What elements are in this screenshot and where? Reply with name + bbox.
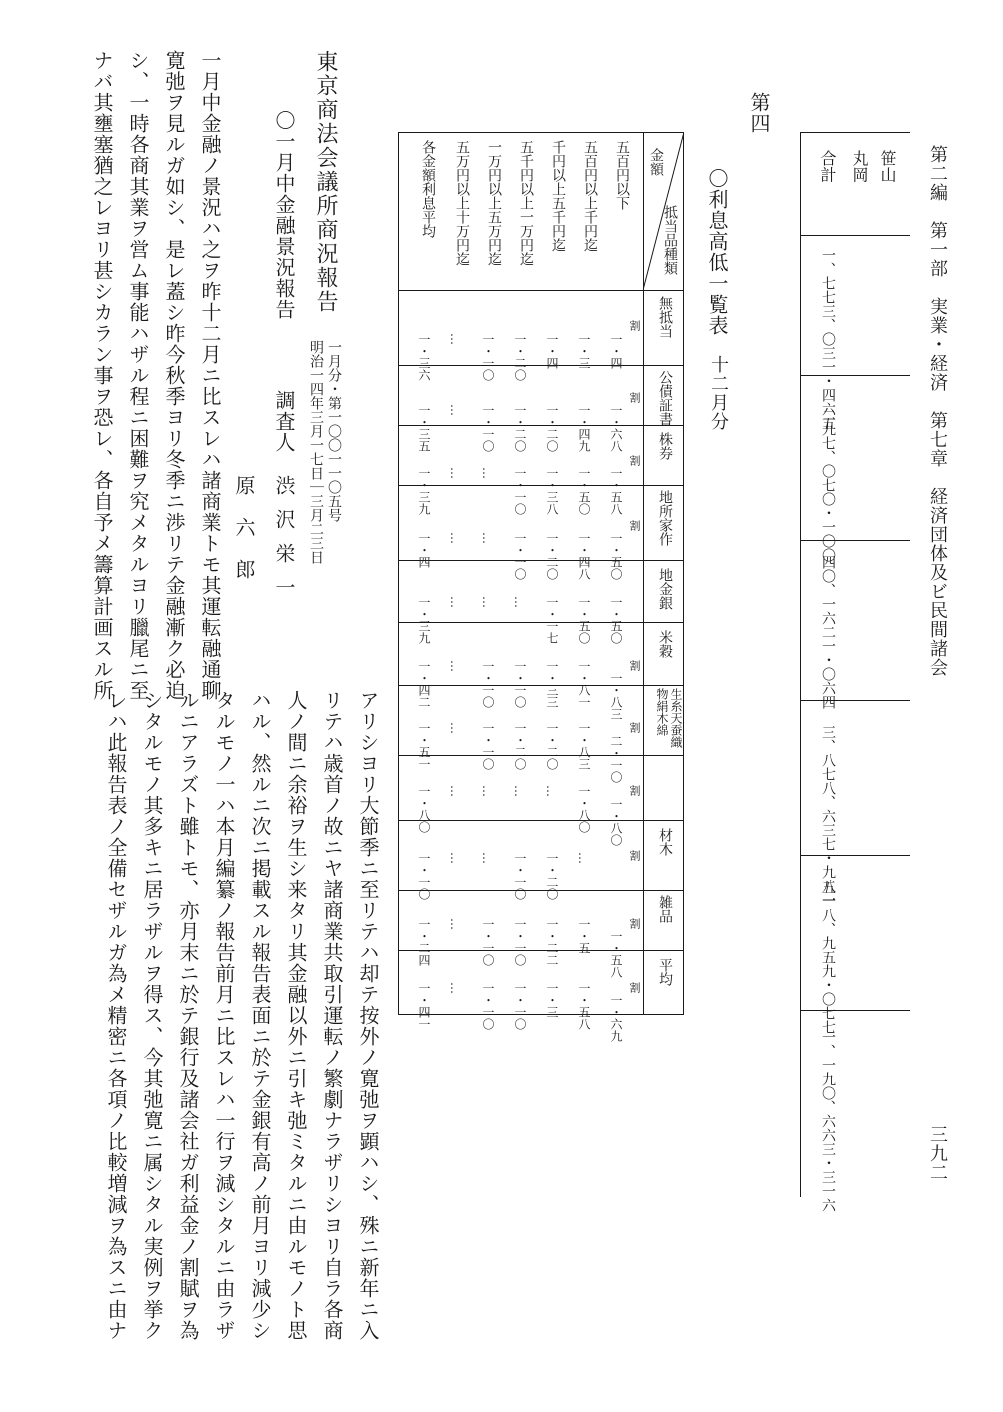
rate-cell: 一・五八 [609, 930, 623, 978]
rate-cell: 一・八〇 [417, 785, 431, 833]
top-table-value: 四〇、一六二一・〇六四 [820, 555, 836, 709]
body-line: ルニアラズト雖トモ、亦月末ニ於テ銀行及諸会社ガ利益金ノ割賦ヲ為 [176, 690, 200, 1341]
rate-cell: 一・一〇 [513, 918, 527, 966]
top-table-value: 五一八、九五九・〇七七 [820, 880, 836, 1034]
rate-cell: 一・二四 [417, 918, 431, 966]
rate-cell: … [544, 785, 558, 797]
rate-cell: … [448, 467, 462, 479]
rate-table-col-rule [398, 950, 684, 951]
rate-cell: 一・一〇 [481, 722, 495, 770]
rate-cell: 一・四 [417, 532, 431, 568]
rate-cell: 一・三 [545, 982, 559, 1018]
rate-cell: … [480, 852, 494, 864]
rate-cell: 一・六九 [609, 994, 623, 1042]
rate-cell: … [480, 785, 494, 797]
column-header: 平均 [657, 958, 673, 986]
rate-table-col-rule [398, 290, 684, 291]
rate-cell: 一・四八 [577, 532, 591, 580]
top-table-rule [800, 1010, 910, 1011]
row-label: 五百円以上千円迄 [582, 140, 598, 252]
rate-cell: 一・三六 [417, 333, 431, 381]
rate-cell: 一・二〇 [513, 333, 527, 381]
rate-cell: 一・二二 [545, 918, 559, 966]
body-line: レハ此報告表ノ全備セザルガ為メ精密ニ各項ノ比較増減ヲ為スニ由ナ [104, 690, 128, 1341]
rate-cell: … [448, 852, 462, 864]
top-table-row-label: 丸岡 [850, 150, 869, 183]
body-line: 寛弛ヲ見ルガ如シ、是レ蓋シ昨今秋季ヨリ冬季ニ渉リテ金融漸ク必迫 [162, 50, 186, 701]
rate-cell: 一・一〇 [513, 982, 527, 1030]
top-table-rule [800, 235, 910, 236]
rate-cell: 一・一〇 [513, 660, 527, 708]
rate-cell: 一・五一 [417, 722, 431, 770]
unit-marker: 割 [628, 455, 641, 466]
rate-cell: … [512, 596, 526, 608]
rate-cell: 一・六八 [609, 404, 623, 452]
unit-marker: 割 [628, 982, 641, 993]
body-line: リテハ歳首ノ故ニヤ諸商業共取引運転ノ繁劇ナラザリシヨリ自ラ各商 [320, 690, 344, 1341]
top-table-value: 一、一九〇、六六三・三一六 [820, 1030, 836, 1212]
column-header: 株券 [657, 432, 673, 460]
column-header: 生糸天蚕織物絹木綿 [655, 688, 683, 748]
section-number: 第四 [747, 92, 771, 134]
body-line: 一月中金融ノ景況ハ之ヲ昨十二月ニ比スレハ諸商業トモ其運転融通聊 [198, 50, 222, 701]
rate-cell: 一・四 [545, 333, 559, 369]
rate-cell: 一・八一 [577, 660, 591, 708]
rate-cell: 一・二〇 [545, 852, 559, 900]
rate-cell: 一・一〇 [513, 852, 527, 900]
body-line: シ、一時各商其業ヲ営ム事能ハザル程ニ困難ヲ究メタルヨリ臘尾ニ至 [126, 50, 150, 701]
rate-cell: 一・四九 [577, 404, 591, 452]
top-table-left-rule [800, 132, 801, 1197]
rate-cell: 一・二〇 [545, 722, 559, 770]
rate-cell: 一・三五 [417, 404, 431, 452]
rate-cell: 一・一〇 [417, 852, 431, 900]
rate-cell: 一・五〇 [609, 532, 623, 580]
column-header: 材木 [657, 828, 673, 856]
rate-cell: 一・四 [609, 333, 623, 369]
rate-cell: 一・二〇 [545, 404, 559, 452]
top-table-top-rule [800, 132, 910, 133]
rate-cell: … [576, 852, 590, 864]
body-line: ハル、然ルニ次ニ掲載スル報告表面ニ於テ金銀有高ノ前月ヨリ減少シ [248, 690, 272, 1341]
column-header: 地金銀 [657, 568, 673, 610]
rate-cell: 一・二〇 [545, 532, 559, 580]
rate-cell: 二・一〇 [609, 735, 623, 783]
rate-cell: 一・一七 [545, 596, 559, 644]
row-label: 五千円以上一万円迄 [518, 140, 534, 266]
rate-table-col-rule [398, 560, 684, 561]
rate-cell: 一・八三 [577, 722, 591, 770]
rate-cell: … [448, 660, 462, 672]
unit-marker: 割 [628, 520, 641, 531]
rate-cell: … [512, 785, 526, 797]
rate-cell: 一・五〇 [577, 596, 591, 644]
rate-cell: … [480, 532, 494, 544]
top-table-value: 一、七七三、〇三一・四六五 [820, 248, 836, 430]
column-header: 無抵当 [657, 296, 673, 338]
rate-cell: 一・一〇 [513, 532, 527, 580]
rate-cell: 一・八三 [609, 672, 623, 720]
rate-table-col-rule [398, 890, 684, 891]
report-subtitle: 〇一月中金融景況報告 [272, 110, 296, 320]
unit-marker: 割 [628, 850, 641, 861]
rate-cell: … [448, 596, 462, 608]
column-header: 米穀 [657, 630, 673, 658]
rate-table-col-rule [398, 622, 684, 623]
rate-cell: 一・三三 [545, 660, 559, 708]
rate-cell: 一・八〇 [577, 785, 591, 833]
body-line: タルモノ一ハ本月編纂ノ報告前月ニ比スレハ一行ヲ減シタルニ由ラザ [212, 690, 236, 1341]
rate-cell: 一・二〇 [513, 722, 527, 770]
rate-table-col-rule [398, 685, 684, 686]
rate-table-border [398, 132, 399, 1014]
rate-cell: 一・一〇 [481, 982, 495, 1030]
row-label: 一万円以上五万円迄 [486, 140, 502, 266]
rate-cell: … [480, 467, 494, 479]
row-label: 五百円以下 [614, 140, 630, 210]
report-meta-line2: 明治一四年三月一七日｜三月二三日 [308, 340, 324, 564]
rate-cell: 一・一〇 [481, 918, 495, 966]
rate-cell: … [448, 333, 462, 345]
rate-cell: 一・三九 [417, 467, 431, 515]
rate-cell: … [448, 404, 462, 416]
rate-cell: 一・二〇 [513, 404, 527, 452]
section-month: 十二月分 [708, 355, 729, 431]
top-table-rule [800, 375, 910, 376]
body-line: シタルモノ其多キニ居ラザルヲ得ス、今其弛寛ニ属シタル実例ヲ挙ク [140, 690, 164, 1341]
top-table-rule [800, 855, 910, 856]
rate-cell: 一・三八 [545, 467, 559, 515]
rate-table-col-rule [398, 755, 684, 756]
unit-marker: 割 [628, 918, 641, 929]
top-table-rule [800, 700, 910, 701]
page-number: 三九二 [927, 1125, 948, 1182]
section-title: 〇利息高低一覧表 [705, 168, 729, 336]
corner-top-label: 抵当品種類 [662, 205, 678, 275]
rate-cell: 一・三九 [417, 596, 431, 644]
rate-cell: 一・五八 [609, 467, 623, 515]
rate-cell: … [448, 532, 462, 544]
investigator-1: 渋沢栄一 [272, 475, 296, 611]
body-line: 人ノ間ニ余裕ヲ生シ来タリ其金融以外ニ引キ弛ミタルニ由ルモノト思 [284, 690, 308, 1341]
rate-cell: … [448, 722, 462, 734]
rate-cell: … [448, 918, 462, 930]
corner-bottom-label: 金額 [648, 148, 664, 176]
body-line: ナバ其壅塞猶之レヨリ甚シカラン事ヲ恐レ、各自予メ籌算計画スル所 [90, 50, 114, 701]
rate-table-col-rule [398, 365, 684, 366]
rate-cell: 一・五〇 [609, 596, 623, 644]
investigator-2: 原六郎 [232, 475, 256, 601]
rate-cell: 一・一〇 [481, 404, 495, 452]
rate-cell: 一・四一 [417, 982, 431, 1030]
unit-marker: 割 [628, 660, 641, 671]
top-table-value: 三、八七八、六三七・九八一 [820, 725, 836, 907]
rate-cell: … [480, 596, 494, 608]
report-org-title: 東京商法会議所商況報告 [313, 50, 338, 314]
rate-cell: 一・五八 [577, 982, 591, 1030]
column-header: 雑品 [657, 895, 673, 923]
unit-marker: 割 [628, 392, 641, 403]
body-line: アリシヨリ大節季ニ至リテハ却テ按外ノ寛弛ヲ顕ハシ、殊ニ新年ニ入 [356, 690, 380, 1341]
row-label: 千円以上五千円迄 [550, 140, 566, 252]
rate-cell: 一・五 [577, 918, 591, 954]
top-table-row-label: 合計 [818, 150, 837, 183]
column-header: 地所家作 [657, 490, 673, 546]
rate-table-col-rule [398, 485, 684, 486]
column-header: 公債証書 [657, 370, 673, 426]
unit-marker: 割 [628, 785, 641, 796]
rate-cell: 一・一〇 [481, 333, 495, 381]
rate-table-col-rule [398, 820, 684, 821]
top-table-value: 二九七、〇七〇・一〇〇 [820, 408, 836, 562]
rate-cell: … [448, 982, 462, 994]
rate-cell: 一・五〇 [577, 467, 591, 515]
top-table-rule [800, 540, 910, 541]
unit-marker: 割 [628, 722, 641, 733]
investigator-label: 調査人 [272, 390, 296, 453]
rate-cell: 一・四二 [417, 660, 431, 708]
part-title: 第二編 第一部 実業・経済 第七章 経済団体及ビ民間諸会 [927, 145, 948, 677]
rate-table-border [398, 1014, 684, 1015]
rate-table-col-rule [398, 425, 684, 426]
report-meta-line1: 一月分・第一〇〇一一〇五号 [326, 340, 342, 522]
unit-marker: 割 [628, 320, 641, 331]
row-label: 五万円以上十万円迄 [454, 140, 470, 266]
rate-cell: 一・三 [577, 333, 591, 369]
rate-table-border [398, 132, 684, 133]
rate-cell: 一・一〇 [481, 660, 495, 708]
rate-cell: 一・八〇 [609, 798, 623, 846]
rate-cell: … [448, 785, 462, 797]
top-table-row-label: 笹山 [878, 150, 897, 183]
row-label: 各金額利息平均 [420, 140, 436, 238]
rate-cell: 一・一〇 [513, 467, 527, 515]
